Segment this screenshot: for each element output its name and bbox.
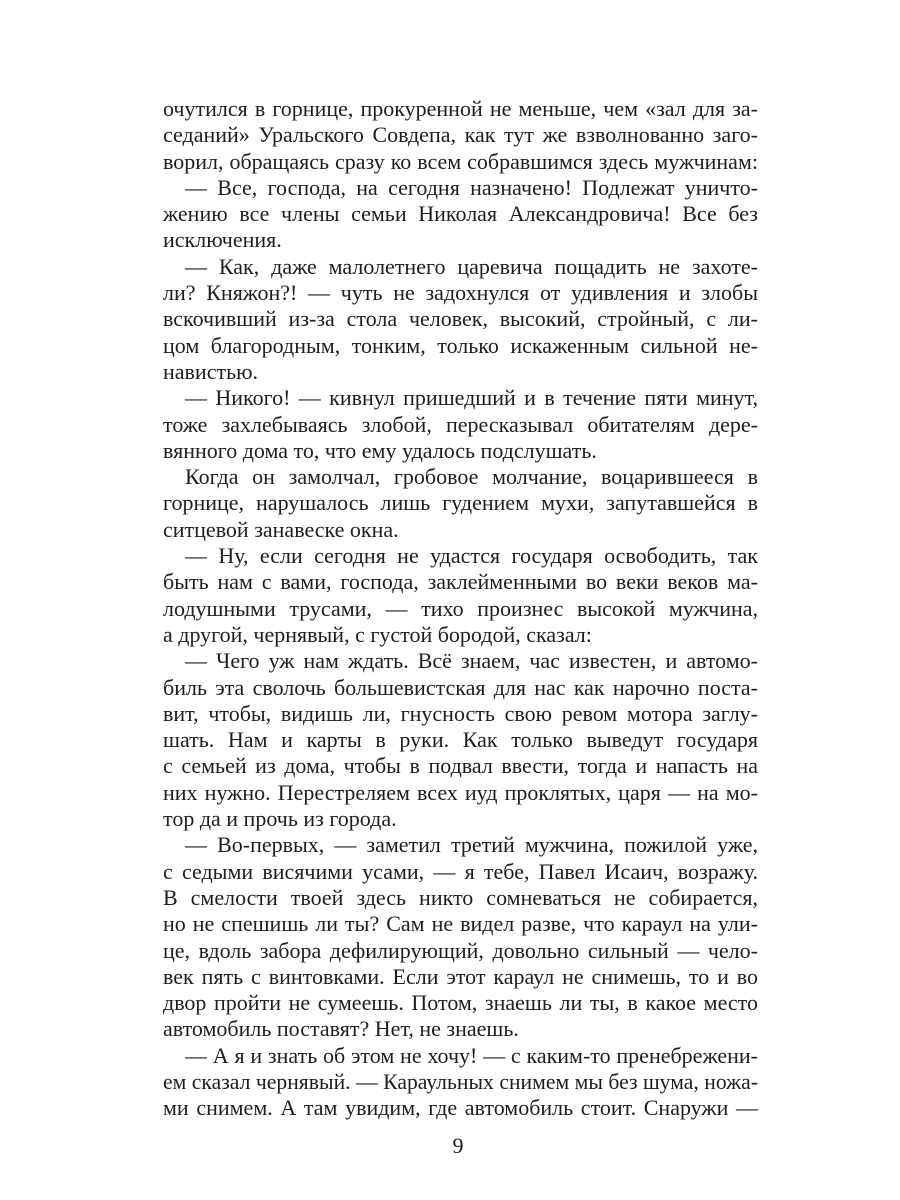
text-line: а другой, чернявый, с густой бородой, сказал: bbox=[163, 621, 592, 647]
body-text bbox=[163, 96, 758, 1122]
text-line: ем сказал чернявый. — Караульных снимем мы без шума, ножа- bbox=[163, 1068, 758, 1094]
text-line: — Ну, если сегодня не удастся государя освободить, так bbox=[185, 543, 758, 569]
text-line: вит, чтобы, видишь ли, гнусность свою ревом мотора заглу- bbox=[163, 700, 758, 726]
text-line: лодушными трусами, — тихо произнес высокой мужчина, bbox=[163, 595, 758, 621]
text-line: вянного дома то, что ему удалось подслушать. bbox=[163, 437, 597, 463]
page-number: 9 bbox=[452, 1133, 464, 1158]
text-line: тор да и прочь из города. bbox=[163, 806, 397, 832]
text-line: век пять с винтовками. Если этот караул не снимешь, то и во bbox=[163, 963, 758, 989]
text-line: Когда он замолчал, гробовое молчание, воцарившееся в bbox=[185, 464, 758, 490]
text-line: тоже захлебываясь злобой, пересказывал обитателям дере- bbox=[163, 411, 758, 437]
text-line: — Как, даже малолетнего царевича пощадить не захоте- bbox=[185, 253, 758, 279]
text-line: них нужно. Перестреляем всех иуд проклятых, царя — на мо- bbox=[163, 779, 758, 805]
text-line: — Никого! — кивнул пришедший и в течение пяти минут, bbox=[185, 385, 758, 411]
text-line: с семьей из дома, чтобы в подвал ввести, тогда и напасть на bbox=[163, 753, 758, 779]
text-line: ситцевой занавеске окна. bbox=[163, 516, 399, 542]
text-line: ли? Княжон?! — чуть не задохнулся от удивления и злобы bbox=[163, 280, 758, 306]
text-line: жению все члены семьи Николая Александровича! Все без bbox=[163, 201, 758, 227]
text-line: — Во-первых, — заметил третий мужчина, пожилой уже, bbox=[185, 832, 758, 858]
text-line: но не спешишь ли ты? Сам не видел разве, что караул на ули- bbox=[163, 911, 758, 937]
text-line: ворил, обращаясь сразу ко всем собравшимся здесь мужчинам: bbox=[163, 148, 758, 174]
text-line: В смелости твоей здесь никто сомневаться не собирается, bbox=[163, 884, 758, 910]
text-line: навистью. bbox=[163, 358, 259, 384]
text-line: вскочивший из-за стола человек, высокий, стройный, с ли- bbox=[163, 306, 758, 332]
text-line: быть нам с вами, господа, заклейменными во веки веков ма- bbox=[163, 569, 758, 595]
text-line: — Все, господа, на сегодня назначено! Подлежат уничто- bbox=[185, 174, 758, 200]
text-line: автомобиль поставят? Нет, не знаешь. bbox=[163, 1016, 519, 1042]
text-line: — Чего уж нам ждать. Всё знаем, час известен, и автомо- bbox=[185, 648, 758, 674]
text-line: исключения. bbox=[163, 227, 282, 253]
text-line: горнице, нарушалось лишь гудением мухи, запутавшейся в bbox=[163, 490, 758, 516]
text-line: очутился в горнице, прокуренной не меньше, чем «зал для за- bbox=[163, 96, 758, 121]
text-line: цом благородным, тонким, только искаженным сильной не- bbox=[163, 332, 758, 358]
text-line: двор пройти не сумеешь. Потом, знаешь ли ты, в какое место bbox=[163, 990, 758, 1016]
text-line: седаний» Уральского Совдепа, как тут же взволнованно заго- bbox=[163, 122, 758, 148]
text-line: с седыми висячими усами, — я тебе, Павел Исаич, возражу. bbox=[163, 858, 758, 884]
text-line: — А я и знать об этом не хочу! — с каким-то пренебрежени- bbox=[185, 1042, 758, 1068]
text-line: ми снимем. А там увидим, где автомобиль стоит. Снаружи — bbox=[163, 1095, 758, 1121]
text-line: шать. Нам и карты в руки. Как только выведут государя bbox=[163, 727, 758, 753]
text-line: биль эта сволочь большевистская для нас как нарочно поста- bbox=[163, 674, 758, 700]
text-line: це, вдоль забора дефилирующий, довольно сильный — чело- bbox=[163, 937, 758, 963]
